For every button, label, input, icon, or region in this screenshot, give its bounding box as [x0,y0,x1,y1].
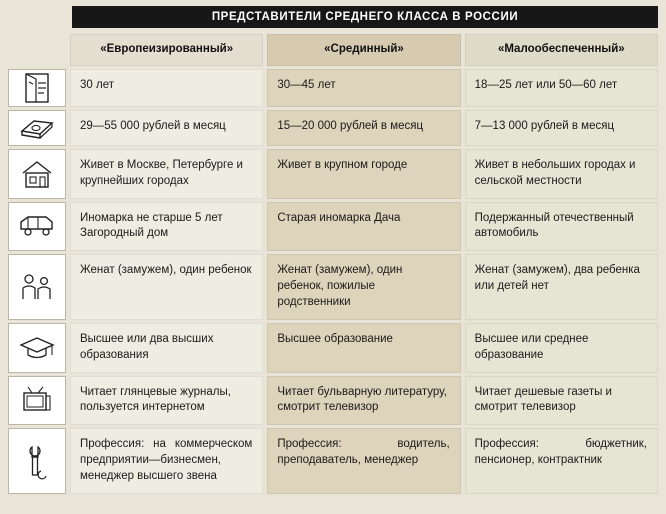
cell-age-europeanized: 30 лет [70,69,263,107]
table-grid [8,34,658,497]
cell-profession-europeanized: Профессия: на коммерческом предприятии—бизнесмен, менеджер высшего звена [70,428,263,494]
cell-income-europeanized: 29—55 000 рублей в месяц [70,110,263,146]
column-header-europeanized: «Европеизированный» [70,34,263,66]
car-icon [8,202,66,252]
table-header-row [8,34,658,66]
house-icon [8,149,66,199]
column-header-low-income: «Малообеспеченный» [465,34,658,66]
cell-income-low-income: 7—13 000 рублей в месяц [465,110,658,146]
money-banknote-icon [8,110,66,146]
cell-car-low-income: Подержанный отечественный автомобиль [465,202,658,252]
cell-education-low-income: Высшее или среднее образование [465,323,658,373]
cell-residence-low-income: Живет в небольших городах и сельской местности [465,149,658,199]
cell-media-middle: Читает бульварную литературу, смотрит телевизор [267,376,460,426]
graduation-cap-icon [8,323,66,373]
cell-profession-low-income: Профессия: бюджетник, пенсионер, контрактник [465,428,658,494]
table-row [8,149,658,199]
cell-car-middle: Старая иномарка Дача [267,202,460,252]
table-row [8,202,658,252]
column-header-middle: «Срединный» [267,34,460,66]
television-icon [8,376,66,426]
cell-education-middle: Высшее образование [267,323,460,373]
cell-family-europeanized: Женат (замужем), один ребенок [70,254,263,320]
family-icon [8,254,66,320]
cell-car-europeanized: Иномарка не старше 5 лет Загородный дом [70,202,263,252]
cell-residence-europeanized: Живет в Москве, Петербурге и крупнейших городах [70,149,263,199]
cell-media-low-income: Читает дешевые газеты и смотрит телевизор [465,376,658,426]
table-row [8,428,658,494]
calendar-icon [8,69,66,107]
wrench-icon [8,428,66,494]
cell-profession-middle: Профессия: водитель, преподаватель, менеджер [267,428,460,494]
header-icon-spacer [8,34,66,66]
cell-income-middle: 15—20 000 рублей в месяц [267,110,460,146]
table-row [8,323,658,373]
table-row [8,376,658,426]
table-row [8,69,658,107]
table-row [8,110,658,146]
cell-age-middle: 30—45 лет [267,69,460,107]
table-row [8,254,658,320]
cell-media-europeanized: Читает глянцевые журналы, пользуется интернетом [70,376,263,426]
cell-age-low-income: 18—25 лет или 50—60 лет [465,69,658,107]
cell-education-europeanized: Высшее или два высших образования [70,323,263,373]
cell-family-low-income: Женат (замужем), два ребенка или детей нет [465,254,658,320]
page-title: ПРЕДСТАВИТЕЛИ СРЕДНЕГО КЛАССА В РОССИИ [72,6,658,28]
cell-residence-middle: Живет в крупном городе [267,149,460,199]
cell-family-middle: Женат (замужем), один ребенок, пожилые родственники [267,254,460,320]
